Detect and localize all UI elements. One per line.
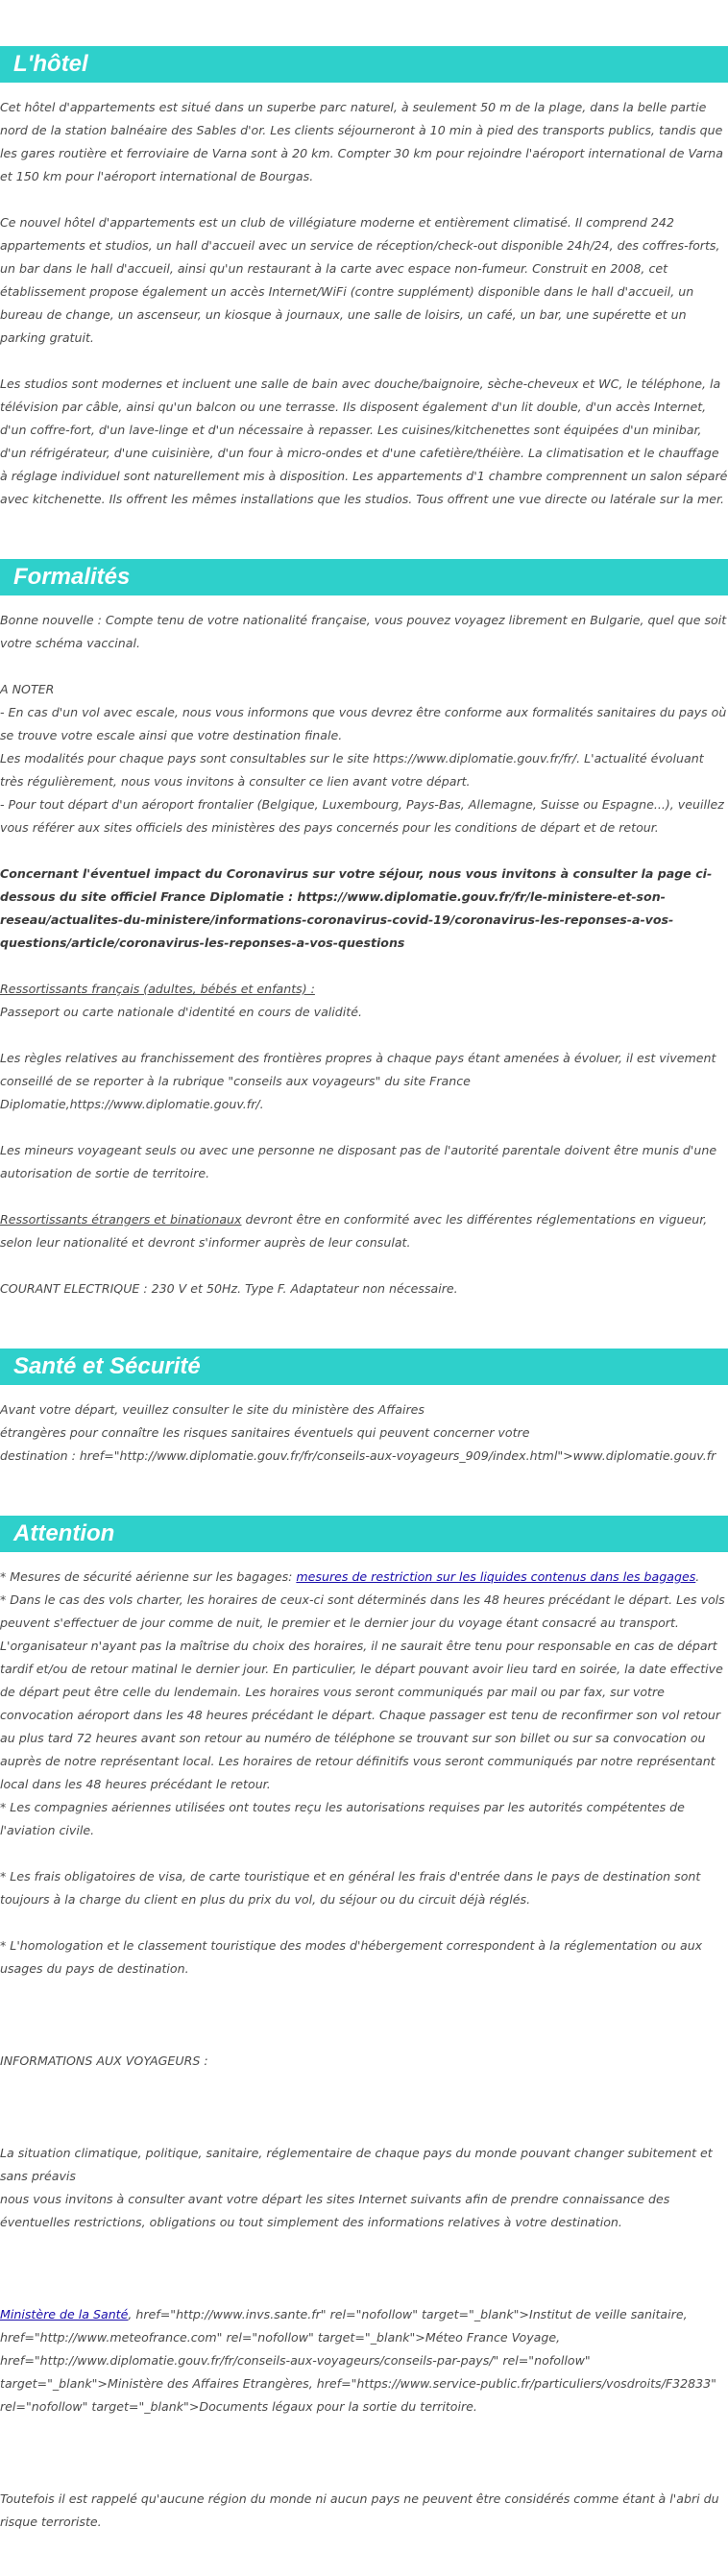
sante-line-3: destination : href="http://www.diplomatie.gouv.fr/fr/conseils-aux-voyageurs_909/index.html">www.diplomatie.gouv.fr	[0, 1448, 716, 1463]
formalites-heading: Formalités	[0, 559, 728, 595]
foreign-nationals-title: Ressortissants étrangers et binationaux	[0, 1212, 242, 1227]
sante-line-1: Avant votre départ, veuillez consulter le site du ministère des Affaires	[0, 1402, 425, 1417]
airlines-paragraph: * Les compagnies aériennes utilisées ont toutes reçu les autorisations requises par les autorités compétentes de l'aviation civile.	[0, 1800, 685, 1837]
fees-paragraph: * Les frais obligatoires de visa, de carte touristique et en général les frais d'entrée dans le pays de destination sont toujours à la charge du client en plus du prix du vol, du séjour ou du circuit déjà réglés.	[0, 1869, 701, 1907]
hotel-section	[0, 46, 728, 511]
french-nationals-text: Passeport ou carte nationale d'identité en cours de validité.	[0, 1005, 362, 1019]
situation-paragraph-1: La situation climatique, politique, sanitaire, réglementaire de chaque pays du monde pouvant changer subitement et sans préavis	[0, 2146, 713, 2183]
info-voyageurs-title: INFORMATIONS AUX VOYAGEURS :	[0, 2054, 208, 2068]
links-text: , href="http://www.invs.sante.fr" rel="nofollow" target="_blank">Institut de veille sanitaire, href="http://www.meteofrance.com" rel="nofollow" target="_blank">Méteo France Voyage, href="http://www.diplomatie.gouv.fr/fr/conseils-aux-voyageurs/conseils-par-pays/" rel="nofollow" target="_blank">Ministère des Affaires Etrangères, href="https://www.service-public.fr/particuliers/vosdroits/F32833" rel="nofollow" target="_blank">Documents légaux pour la sortie du territoire.	[0, 2307, 716, 2414]
hotel-rooms-paragraph: Les studios sont modernes et incluent une salle de bain avec douche/baignoire, sèche-cheveux et WC, le téléphone, la télévision par câble, ainsi qu'un balcon ou une terrasse. Ils disposent également d'un lit double, d'un accès Internet, d'un coffre-fort, d'un lave-linge et d'un nécessaire à repasser. Les cuisines/kitchenettes sont équipées d'un minibar, d'un réfrigérateur, d'une cuisinière, d'un four à micro-ondes et d'une cafetière/théière. La climatisation et le chauffage à réglage individuel sont naturellement mis à disposition. Les appartements d'1 chambre comprennent un salon séparé avec kitchenette. Ils offrent les mêmes installations que les studios. Tous offrent une vue directe ou latérale sur la mer.	[0, 377, 728, 506]
electric-current: COURANT ELECTRIQUE : 230 V et 50Hz. Type F. Adaptateur non nécessaire.	[0, 1281, 458, 1296]
charter-paragraph: * Dans le cas des vols charter, les horaires de ceux-ci sont déterminés dans les 48 heures précédant le départ. Les vols peuvent s'effectuer de jour comme de nuit, le premier et le dernier jour du voyage étant consacré au transport. L'organisateur n'ayant pas la maîtrise du choix des horaires, il ne saurait être tenu pour responsable en cas de départ tardif et/ou de retour matinal le dernier jour. En particulier, le départ pouvant avoir lieu tard en soirée, la date effective de départ peut être celle du lendemain. Les horaires vous seront communiqués par mail ou par fax, sur votre convocation aéroport dans les 48 heures précédant le départ. Chaque passager est tenu de reconfirmer son vol retour au plus tard 72 heures avant son retour au numéro de téléphone se trouvant sur son billet ou sur sa convocation ou auprès de notre représentant local. Les horaires de retour définitifs vous seront communiqués par notre représentant local dans les 48 heures précédant le retour.	[0, 1592, 725, 1791]
sante-paragraph	[0, 1398, 728, 1468]
formalites-intro: Bonne nouvelle : Compte tenu de votre nationalité française, vous pouvez voyagez librement en Bulgarie, quel que soit votre schéma vaccinal.	[0, 613, 727, 650]
note-title: A NOTER	[0, 682, 55, 696]
liquids-restriction-link[interactable]: mesures de restriction sur les liquides contenus dans les bagages	[296, 1569, 696, 1584]
note-modalities: Les modalités pour chaque pays sont consultables sur le site https://www.diplomatie.gouv.fr/fr/. L'actualité évoluant très régulièrement, nous vous invitons à consulter ce lien avant votre départ.	[0, 751, 704, 789]
terror-paragraph: Toutefois il est rappelé qu'aucune région du monde ni aucun pays ne peuvent être considérés comme étant à l'abri du risque terroriste.	[0, 2491, 719, 2529]
sante-section	[0, 1349, 728, 1468]
situation-paragraph-2: nous vous invitons à consulter avant votre départ les sites Internet suivants afin de prendre connaissance des éventuelles restrictions, obligations ou tout simplement des informations relatives à votre destination.	[0, 2192, 670, 2229]
note-border-airport: - Pour tout départ d'un aéroport frontalier (Belgique, Luxembourg, Pays-Bas, Allemagne, Suisse ou Espagne...), veuillez vous référer aux sites officiels des ministères des pays concernés pour les conditions de départ et de retour.	[0, 797, 724, 835]
attention-section	[0, 1516, 728, 2534]
hotel-heading: L'hôtel	[0, 46, 728, 83]
hotel-location-paragraph: Cet hôtel d'appartements est situé dans un superbe parc naturel, à seulement 50 m de la plage, dans la belle partie nord de la station balnéaire des Sables d'or. Les clients séjourneront à 10 min à pied des transports publics, tandis que les gares routière et ferroviaire de Varna sont à 20 km. Compter 30 km pour rejoindre l'aéroport international de Varna et 150 km pour l'aéroport international de Bourgas.	[0, 100, 723, 183]
note-stopover: - En cas d'un vol avec escale, nous vous informons que vous devrez être conforme aux formalités sanitaires du pays où se trouve votre escale ainsi que votre destination finale.	[0, 705, 727, 742]
security-prefix: * Mesures de sécurité aérienne sur les bagages:	[0, 1569, 297, 1584]
foreign-nationals-paragraph	[0, 1208, 728, 1254]
foreign-nationals-text: devront être en conformité avec les différentes réglementations en vigueur, selon leur nationalité et devront s'informer auprès de leur consulat.	[0, 1212, 708, 1250]
links-paragraph	[0, 2303, 728, 2418]
minors-paragraph: Les mineurs voyageant seuls ou avec une personne ne disposant pas de l'autorité parentale doivent être munis d'une autorisation de sortie de territoire.	[0, 1143, 717, 1180]
ministere-sante-link[interactable]: Ministère de la Santé	[0, 2307, 129, 2321]
security-suffix: .	[695, 1569, 700, 1584]
attention-heading: Attention	[0, 1516, 728, 1552]
sante-heading: Santé et Sécurité	[0, 1349, 728, 1385]
homologation-paragraph: * L'homologation et le classement touristique des modes d'hébergement correspondent à la réglementation ou aux usages du pays de destination.	[0, 1938, 703, 1976]
french-nationals-title: Ressortissants français (adultes, bébés et enfants) :	[0, 982, 315, 996]
security-paragraph	[0, 1566, 728, 1589]
border-rules-paragraph: Les règles relatives au franchissement des frontières propres à chaque pays étant amenées à évoluer, il est vivement conseillé de se reporter à la rubrique "conseils aux voyageurs" du site France Diplomatie,https://www.diplomatie.gouv.fr/.	[0, 1051, 716, 1111]
covid-notice: Concernant l'éventuel impact du Coronavirus sur votre séjour, nous vous invitons à consulter la page ci-dessous du site officiel France Diplomatie : https://www.diplomatie.gouv.fr/fr/le-ministere-et-son-reseau/actualites-du-ministere/informations-coronavirus-covid-19/coronavirus-les-reponses-a-vos-questions/article/coronavirus-les-reponses-a-vos-questions	[0, 866, 713, 950]
formalites-section	[0, 559, 728, 1300]
hotel-facilities-paragraph: Ce nouvel hôtel d'appartements est un club de villégiature moderne et entièrement climatisé. Il comprend 242 appartements et studios, un hall d'accueil avec un service de réception/check-out disponible 24h/24, des coffres-forts, un bar dans le hall d'accueil, ainsi qu'un restaurant à la carte avec espace non-fumeur. Construit en 2008, cet établissement propose également un accès Internet/WiFi (contre supplément) disponible dans le hall d'accueil, un bureau de change, un ascenseur, un kiosque à journaux, une salle de loisirs, un café, un bar, une supérette et un parking gratuit.	[0, 215, 720, 345]
sante-line-2: étrangères pour connaître les risques sanitaires éventuels qui peuvent concerner votre	[0, 1425, 530, 1440]
